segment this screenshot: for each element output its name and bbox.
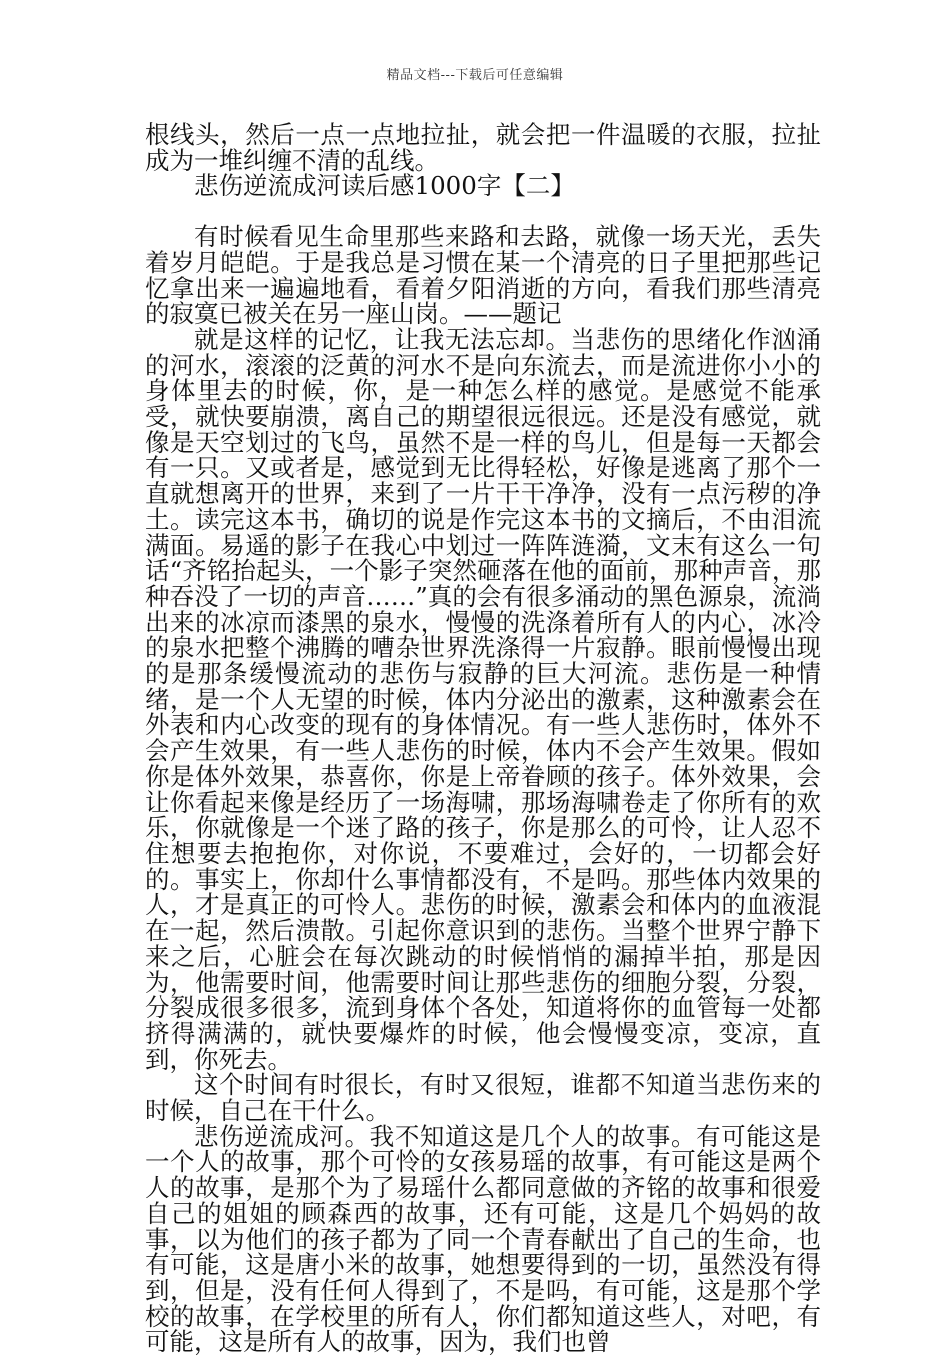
body-paragraph: 有时候看见生命里那些来路和去路，就像一场天光，丢失着岁月皑皑。于是我总是习惯在某一个清亮的日子里把那些记忆拿出来一遍遍地看，看着夕阳消逝的方向，看我们那些清亮的寂寞已被关在另一座山岗。——题记 bbox=[145, 222, 821, 329]
body-paragraph: 悲伤逆流成河。我不知道这是几个人的故事。有可能这是一个人的故事，那个可怜的女孩易瑶的故事，有可能这是两个人的故事，是那个为了易瑶什么都同意做的齐铭的故事和很爱自己的姐姐的顾森西的故事，还有可能，这是几个妈妈的故事，以为他们的孩子都为了同一个青春献出了自己的生命，也有可能，这是唐小米的故事，她想要得到的一切，虽然没有得到，但是，没有任何人得到了，不是吗，有可能，这是那个学校的故事，在学校里的所有人，你们都知道这些人，对吧，有可能，这是所有人的故事，因为，我们也曾 bbox=[145, 1121, 821, 1356]
section-heading: 悲伤逆流成河读后感1000字【二】 bbox=[194, 171, 575, 201]
body-paragraph: 就是这样的记忆，让我无法忘却。当悲伤的思绪化作汹涌的河水，滚滚的泛黄的河水不是向东流去，而是流进你小小的身体里去的时候，你，是一种怎么样的感觉。是感觉不能承受，就快要崩溃，离自己的期望很远很远。还是没有感觉，就像是天空划过的飞鸟，虽然不是一样的鸟儿，但是每一天都会有一只。又或者是，感觉到无比得轻松，好像是逃离了那个一直就想离开的世界，来到了一片干干净净，没有一点污秽的净土。读完这本书，确切的说是作完这本书的文摘后，不由泪流满面。易遥的影子在我心中划过一阵阵涟漪，文末有这么一句话“齐铭抬起头，一个影子突然砸落在他的面前，那种声音，那种吞没了一切的声音……”真的会有很多涌动的黑色源泉，流淌出来的冰凉而漆黑的泉水，慢慢的洗涤着所有人的内心，冰冷的泉水把整个沸腾的嘈杂世界洗涤得一片寂静。眼前慢慢出现的是那条缓慢流动的悲伤与寂静的巨大河流。悲伤是一种情绪，是一个人无望的时候，体内分泌出的激素，这种激素会在外表和内心改变的现有的身体情况。有一些人悲伤时，体外不会产生效果，有一些人悲伤的时候，体内不会产生效果。假如你是体外效果，恭喜你，你是上帝眷顾的孩子。体外效果，会让你看起来像是经历了一场海啸，那场海啸卷走了你所有的欢乐，你就像是一个迷了路的孩子，你是那么的可怜，让人忍不住想要去抱抱你，对你说，不要难过，会好的，一切都会好的。事实上，你却什么事情都没有，不是吗。那些体内效果的人，才是真正的可怜人。悲伤的时候，激素会和体内的血液混在一起，然后溃散。引起你意识到的悲伤。当整个世界宁静下来之后，心脏会在每次跳动的时候悄悄的漏掉半拍，那是因为，他需要时间，他需要时间让那些悲伤的细胞分裂，分裂，分裂成很多很多，流到身体个各处，知道将你的血管每一处都挤得满满的，就快要爆炸的时候，他会慢慢变凉，变凉，直到，你死去。 bbox=[145, 324, 821, 1074]
body-paragraph: 这个时间有时很长，有时又很短，谁都不知道当悲伤来的时候，自己在干什么。 bbox=[145, 1070, 821, 1126]
continuation-paragraph: 根线头，然后一点一点地拉扯，就会把一件温暖的衣服，拉扯成为一堆纠缠不清的乱线。 bbox=[145, 120, 821, 175]
page-header: 精品文档---下载后可任意编辑 bbox=[386, 68, 564, 83]
document-body bbox=[145, 122, 821, 1355]
